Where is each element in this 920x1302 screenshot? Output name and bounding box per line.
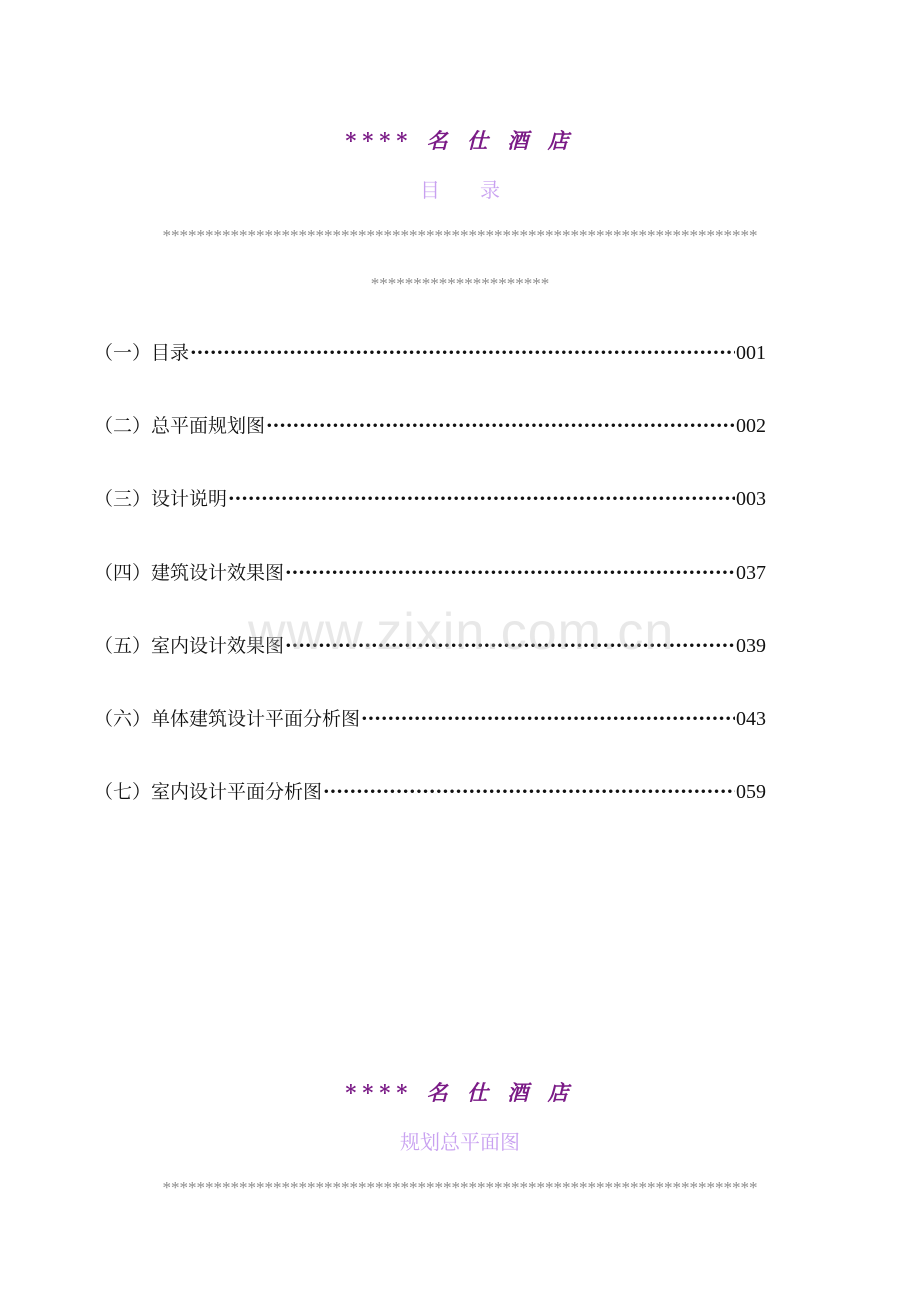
star-divider-line-2: ********************* — [370, 274, 550, 293]
table-of-contents — [94, 338, 766, 850]
toc-entry-label: （六）单体建筑设计平面分析图 — [94, 707, 361, 730]
toc-entry-page: 043 — [736, 707, 766, 730]
toc-entry-page: 003 — [736, 488, 766, 511]
toc-dot-leader — [323, 781, 735, 803]
toc-heading: 目 录 — [420, 178, 500, 202]
watermark: www.zixin.com.cn — [248, 603, 675, 661]
toc-entry-label: （七）室内设计平面分析图 — [94, 781, 323, 804]
star-divider-line-1: ********************************************************************** — [162, 226, 758, 245]
toc-entry-label: （三）设计说明 — [94, 488, 228, 511]
toc-entry-label: （二）总平面规划图 — [94, 415, 266, 438]
toc-entry-page: 059 — [736, 781, 766, 804]
hotel-title: **** 名 仕 酒 店 — [345, 1080, 575, 1105]
toc-dot-leader — [190, 342, 735, 364]
toc-entry[interactable] — [94, 338, 766, 411]
toc-entry[interactable] — [94, 631, 766, 704]
toc-entry-page: 039 — [736, 634, 766, 657]
toc-dot-leader — [285, 635, 735, 657]
toc-entry[interactable] — [94, 484, 766, 557]
toc-dot-leader — [361, 708, 735, 730]
star-divider-line-1: ********************************************************************** — [162, 1178, 758, 1197]
hotel-title: **** 名 仕 酒 店 — [345, 128, 575, 153]
toc-entry-label: （五）室内设计效果图 — [94, 634, 285, 657]
toc-entry[interactable] — [94, 704, 766, 777]
toc-dot-leader — [285, 562, 735, 584]
toc-entry[interactable] — [94, 558, 766, 631]
toc-entry-label: （四）建筑设计效果图 — [94, 561, 285, 584]
toc-dot-leader — [266, 415, 735, 437]
toc-entry-label: （一）目录 — [94, 342, 190, 364]
section-heading: 规划总平面图 — [400, 1130, 520, 1154]
toc-entry-page: 037 — [736, 561, 766, 584]
toc-entry-page: 001 — [736, 342, 766, 364]
toc-entry[interactable] — [94, 777, 766, 850]
toc-entry[interactable] — [94, 411, 766, 484]
toc-dot-leader — [228, 488, 735, 510]
toc-entry-page: 002 — [736, 415, 766, 438]
